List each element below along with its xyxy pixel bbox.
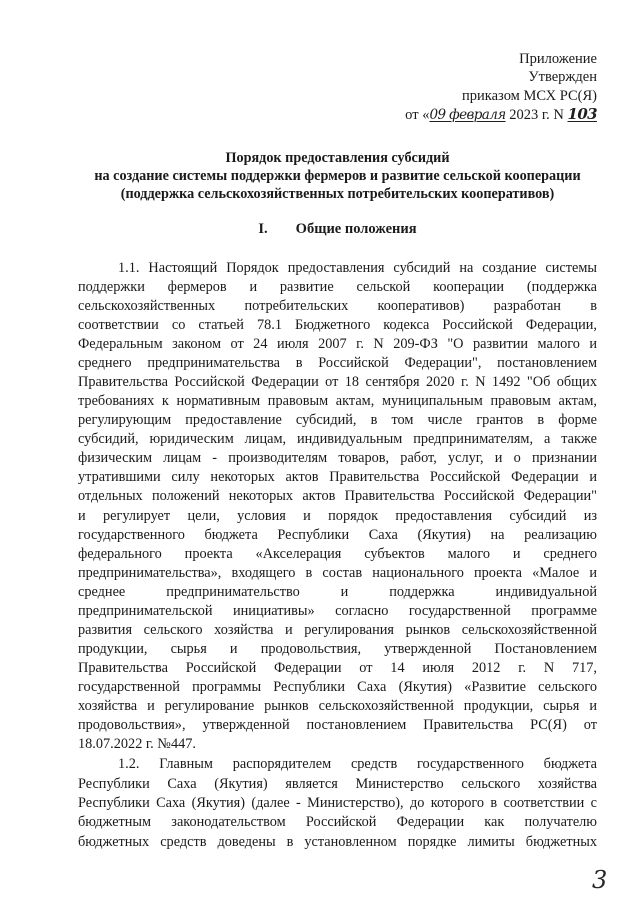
- title-line: (поддержка сельскохозяйственных потребительских кооперативов): [120, 186, 555, 203]
- paragraph-line: государственного бюджета Республики Саха (Якутия) на реализацию: [78, 526, 597, 543]
- title-line: Порядок предоставления субсидий: [225, 150, 450, 166]
- paragraph-line: 18.07.2022 г. №447.: [78, 736, 196, 753]
- paragraph-line: поддержки фермеров и развитие сельской кооперации (поддержка: [78, 278, 597, 295]
- paragraph-line: и регулирует цели, условия и порядок предоставления субсидий из: [78, 507, 597, 524]
- appendix-label: Приложение: [519, 51, 597, 67]
- paragraph-line: требованиях к нормативным правовым актам, муниципальным правовым актам,: [78, 393, 597, 410]
- paragraph-line: Правительства Российской Федерации от 14 июля 2012 г. N 717,: [78, 660, 597, 677]
- paragraph-line: сельскохозяйственных потребительских кооперативов) разработан в: [78, 297, 597, 314]
- date-prefix: от «: [405, 107, 430, 124]
- section-heading: [78, 220, 597, 238]
- paragraph-1-1: [78, 259, 597, 755]
- document-title: [78, 149, 597, 204]
- handwritten-date: 09 февраля: [429, 107, 506, 124]
- paragraph-line: 1.1. Настоящий Порядок предоставления субсидий на создание системы: [118, 259, 597, 276]
- paragraph-line: продовольствия», утвержденной постановлением Правительства РС(Я) от: [78, 717, 597, 734]
- handwritten-order-number: 103: [567, 105, 597, 124]
- order-label: приказом МСХ РС(Я): [462, 87, 597, 104]
- paragraph-line: предпринимательства», входящего в состав национального проекта «Малое и: [78, 564, 597, 581]
- paragraph-1-2: [78, 755, 597, 852]
- paragraph-line: утратившими силу некоторых актов Правительства Российской Федерации и: [78, 469, 597, 486]
- section-number: I.: [258, 221, 268, 237]
- title-line: на создание системы поддержки фермеров и развитие сельской кооперации: [94, 168, 581, 185]
- paragraph-line: среднее предпринимательство и поддержка индивидуальной: [78, 583, 597, 600]
- date-year-number-label: 2023 г. N: [509, 107, 564, 124]
- paragraph-line: физическим лицам - производителям товаров, работ, услуг, и о признании: [78, 450, 597, 467]
- paragraph-line: федерального проекта «Акселерация субъектов малого и среднего: [78, 545, 597, 562]
- approved-label: Утвержден: [528, 69, 597, 86]
- order-date-line: [405, 105, 597, 124]
- paragraph-line: регулирующим предоставление субсидий, в том числе грантов в форме: [78, 412, 597, 429]
- paragraph-line: соответствии со статьей 78.1 Бюджетного кодекса Российской Федерации,: [78, 316, 597, 333]
- paragraph-line: Федеральным законом от 24 июля 2007 г. N 209-ФЗ "О развитии малого и: [78, 335, 597, 352]
- paragraph-line: субсидий, юридическим лицам, индивидуальным предпринимателям, а также: [78, 431, 597, 448]
- paragraph-line: предпринимательской инициативы» согласно государственной программе: [78, 602, 597, 619]
- paragraph-line: развития сельского хозяйства и регулирования рынков сельскохозяйственной: [78, 621, 597, 638]
- section-title: Общие положения: [295, 221, 417, 237]
- paragraph-line: бюджетных средств доведены в установленном порядке лимиты бюджетных: [78, 833, 597, 850]
- handwritten-page-number: 3: [592, 866, 608, 894]
- paragraph-line: государственной программы Республики Саха (Якутия) «Развитие сельского: [78, 679, 597, 696]
- paragraph-line: хозяйства и регулирование рынков сельскохозяйственной продукции, сырья и: [78, 698, 597, 715]
- paragraph-line: Республики Саха (Якутия) (далее - Министерство), до которого в соответствии с: [78, 795, 597, 812]
- paragraph-line: 1.2. Главным распорядителем средств государственного бюджета: [118, 756, 597, 773]
- paragraph-line: отдельных положений некоторых актов Правительства Российской Федерации": [78, 488, 597, 505]
- paragraph-line: Республики Саха (Якутия) является Министерство сельского хозяйства: [78, 775, 597, 792]
- paragraph-line: Правительства Российской Федерации от 18 сентября 2020 г. N 1492 "Об общих: [78, 373, 597, 390]
- approval-header: [405, 50, 597, 125]
- paragraph-line: бюджетным законодательством Российской Федерации как получателю: [78, 814, 597, 831]
- paragraph-line: среднего предпринимательства в Российской Федерации", постановлением: [78, 354, 597, 371]
- paragraph-line: продукции, сырья и продовольствия, утвержденной Постановлением: [78, 641, 597, 658]
